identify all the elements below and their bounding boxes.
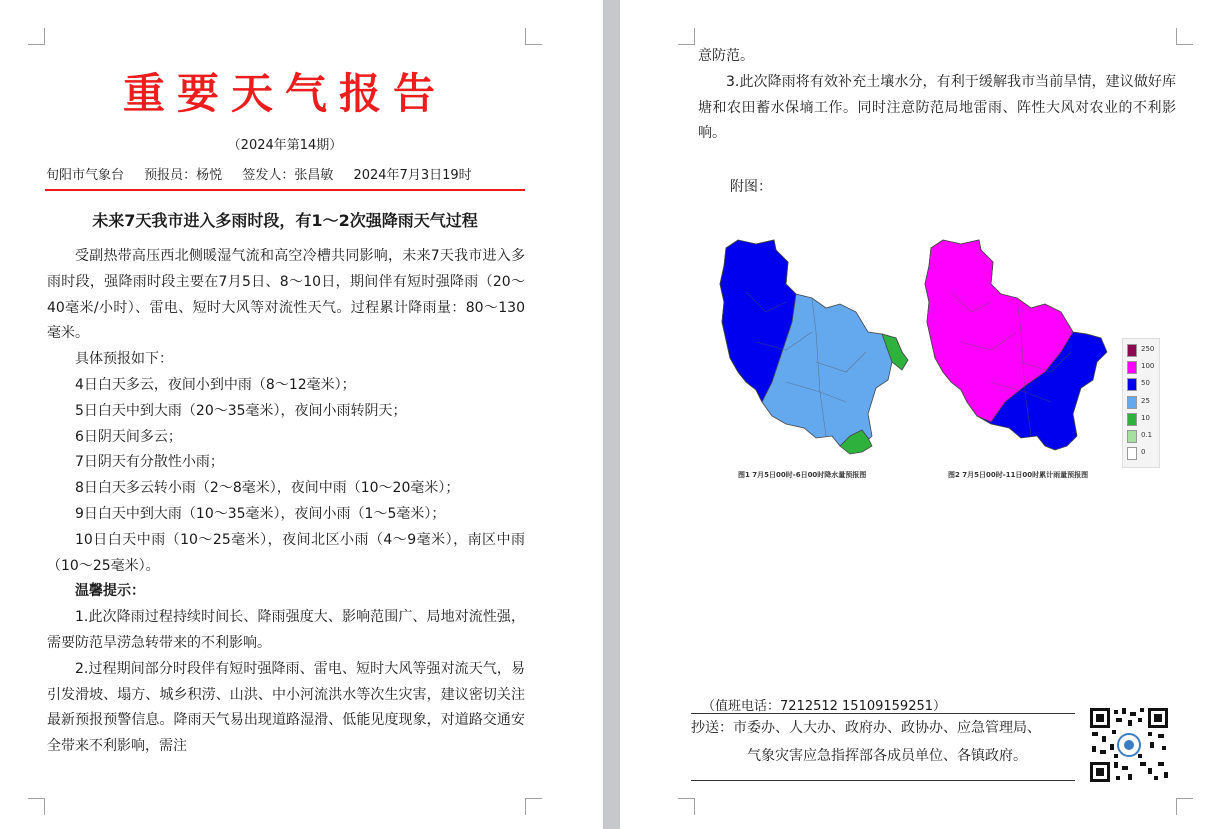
- issue-datetime: 2024年7月3日19时: [353, 168, 472, 183]
- crop-mark: [678, 798, 695, 815]
- legend-item: [1127, 412, 1157, 427]
- paragraph: 温馨提示：: [75, 583, 145, 600]
- cc-box: [691, 713, 1075, 781]
- red-divider: [45, 189, 525, 191]
- legend-item: [1127, 395, 1157, 410]
- paragraph: 1.此次降雨过程持续时间长、降雨强度大、影响范围广、局地对流性强，需要防范旱涝急转带来的不利影响。: [47, 609, 525, 651]
- page-right: [620, 0, 1216, 829]
- paragraph: 9日白天中到大雨（10～35毫米），夜间小雨（1～5毫米）；: [75, 505, 446, 522]
- crop-mark: [28, 798, 45, 815]
- report-meta: [46, 166, 524, 186]
- paragraph: 8日白天多云转小雨（2～8毫米），夜间中雨（10～20毫米）；: [75, 480, 460, 497]
- advice-body: [698, 44, 1176, 147]
- figure2-caption: 图2 7月5日00时-11日00时累计雨量预报图: [948, 471, 1089, 479]
- crop-mark: [1176, 28, 1193, 45]
- crop-mark: [525, 798, 542, 815]
- paragraph: 10日白天中雨（10～25毫米），夜间北区小雨（4～9毫米），南区中雨（10～25毫米）。: [47, 531, 525, 574]
- paragraph: 2.过程期间部分时段伴有短时强降雨、雷电、短时大风等强对流天气，易引发滑坡、塌方、城乡积涝、山洪、中小河流洪水等次生灾害，建议密切关注最新预报预警信息。降雨天气易出现道路湿滑、低能见度现象，对道路交通安全带来不利影响，需注: [47, 660, 525, 755]
- legend-item: [1127, 429, 1157, 444]
- agency: 旬阳市气象台: [46, 168, 125, 183]
- duty-phone: （值班电话：7212512 15109159251）: [702, 699, 947, 714]
- legend-item: [1127, 446, 1157, 461]
- crop-mark: [678, 28, 695, 45]
- paragraph: 7日阴天有分散性小雨；: [75, 454, 224, 471]
- forecaster: 预报员：杨悦: [144, 168, 223, 183]
- crop-mark: [525, 28, 542, 45]
- paragraph: 5日白天中到大雨（20～35毫米），夜间小雨转阴天；: [75, 402, 407, 419]
- map-fig2: [925, 240, 1107, 450]
- legend-swatch: [1127, 430, 1137, 443]
- legend-label: 100: [1141, 362, 1155, 371]
- issue-number: （2024年第14期）: [227, 138, 343, 153]
- legend-swatch: [1127, 378, 1137, 391]
- legend-label: 50: [1141, 379, 1150, 388]
- headline: 未来7天我市进入多雨时段，有1～2次强降雨天气过程: [92, 211, 478, 230]
- paragraph: 受副热带高压西北侧暖湿气流和高空冷槽共同影响，未来7天我市进入多雨时段，强降雨时段主要在7月5日、8～10日，期间伴有短时强降雨（20～40毫米/小时）、雷电、短时大风等对流性天气。过程累计降雨量：80～130毫米。: [47, 248, 525, 342]
- paragraph: 3.此次降雨将有效补充土壤水分，有利于缓解我市当前旱情，建议做好库塘和农田蓄水保墒工作。同时注意防范局地雷雨、阵性大风对农业的不利影响。: [698, 73, 1176, 142]
- precipitation-maps: [716, 232, 1163, 488]
- cc-line: 气象灾害应急指挥部各成员单位、各镇政府。: [747, 748, 1027, 764]
- map-fig1: [720, 240, 908, 454]
- paragraph: 6日阴天间多云；: [75, 428, 182, 445]
- qr-code: [1088, 706, 1170, 784]
- paragraph: 4日白天多云，夜间小到中雨（8～12毫米）；: [75, 376, 356, 393]
- crop-mark: [1176, 798, 1193, 815]
- page-gap: [603, 0, 620, 829]
- legend-item: [1127, 377, 1157, 392]
- legend-swatch: [1127, 396, 1137, 409]
- legend-swatch: [1127, 413, 1137, 426]
- page-left: [0, 0, 603, 829]
- legend-swatch: [1127, 344, 1137, 357]
- legend-swatch: [1127, 447, 1137, 460]
- forecast-body: [47, 244, 525, 760]
- legend-label: 0: [1141, 448, 1146, 457]
- rain-legend: [1122, 338, 1160, 468]
- legend-label: 10: [1141, 413, 1150, 422]
- crop-mark: [28, 28, 45, 45]
- cc-line: 抄送：市委办、人大办、政府办、政协办、应急管理局、: [691, 720, 1041, 736]
- legend-item: [1127, 360, 1157, 375]
- legend-label: 250: [1141, 345, 1155, 353]
- legend-label: 0.1: [1141, 431, 1153, 439]
- legend-item: [1127, 343, 1157, 358]
- report-title: 重要天气报告: [122, 69, 447, 118]
- figure-label: 附图：: [730, 179, 772, 195]
- figure1-caption: 图1 7月5日00时-6日00时降水量预报图: [738, 471, 867, 479]
- legend-label: 25: [1141, 396, 1150, 405]
- paragraph: 具体预报如下：: [75, 351, 173, 368]
- legend-swatch: [1127, 361, 1137, 374]
- issuer: 签发人：张昌敏: [242, 168, 334, 183]
- paragraph: 意防范。: [698, 48, 754, 64]
